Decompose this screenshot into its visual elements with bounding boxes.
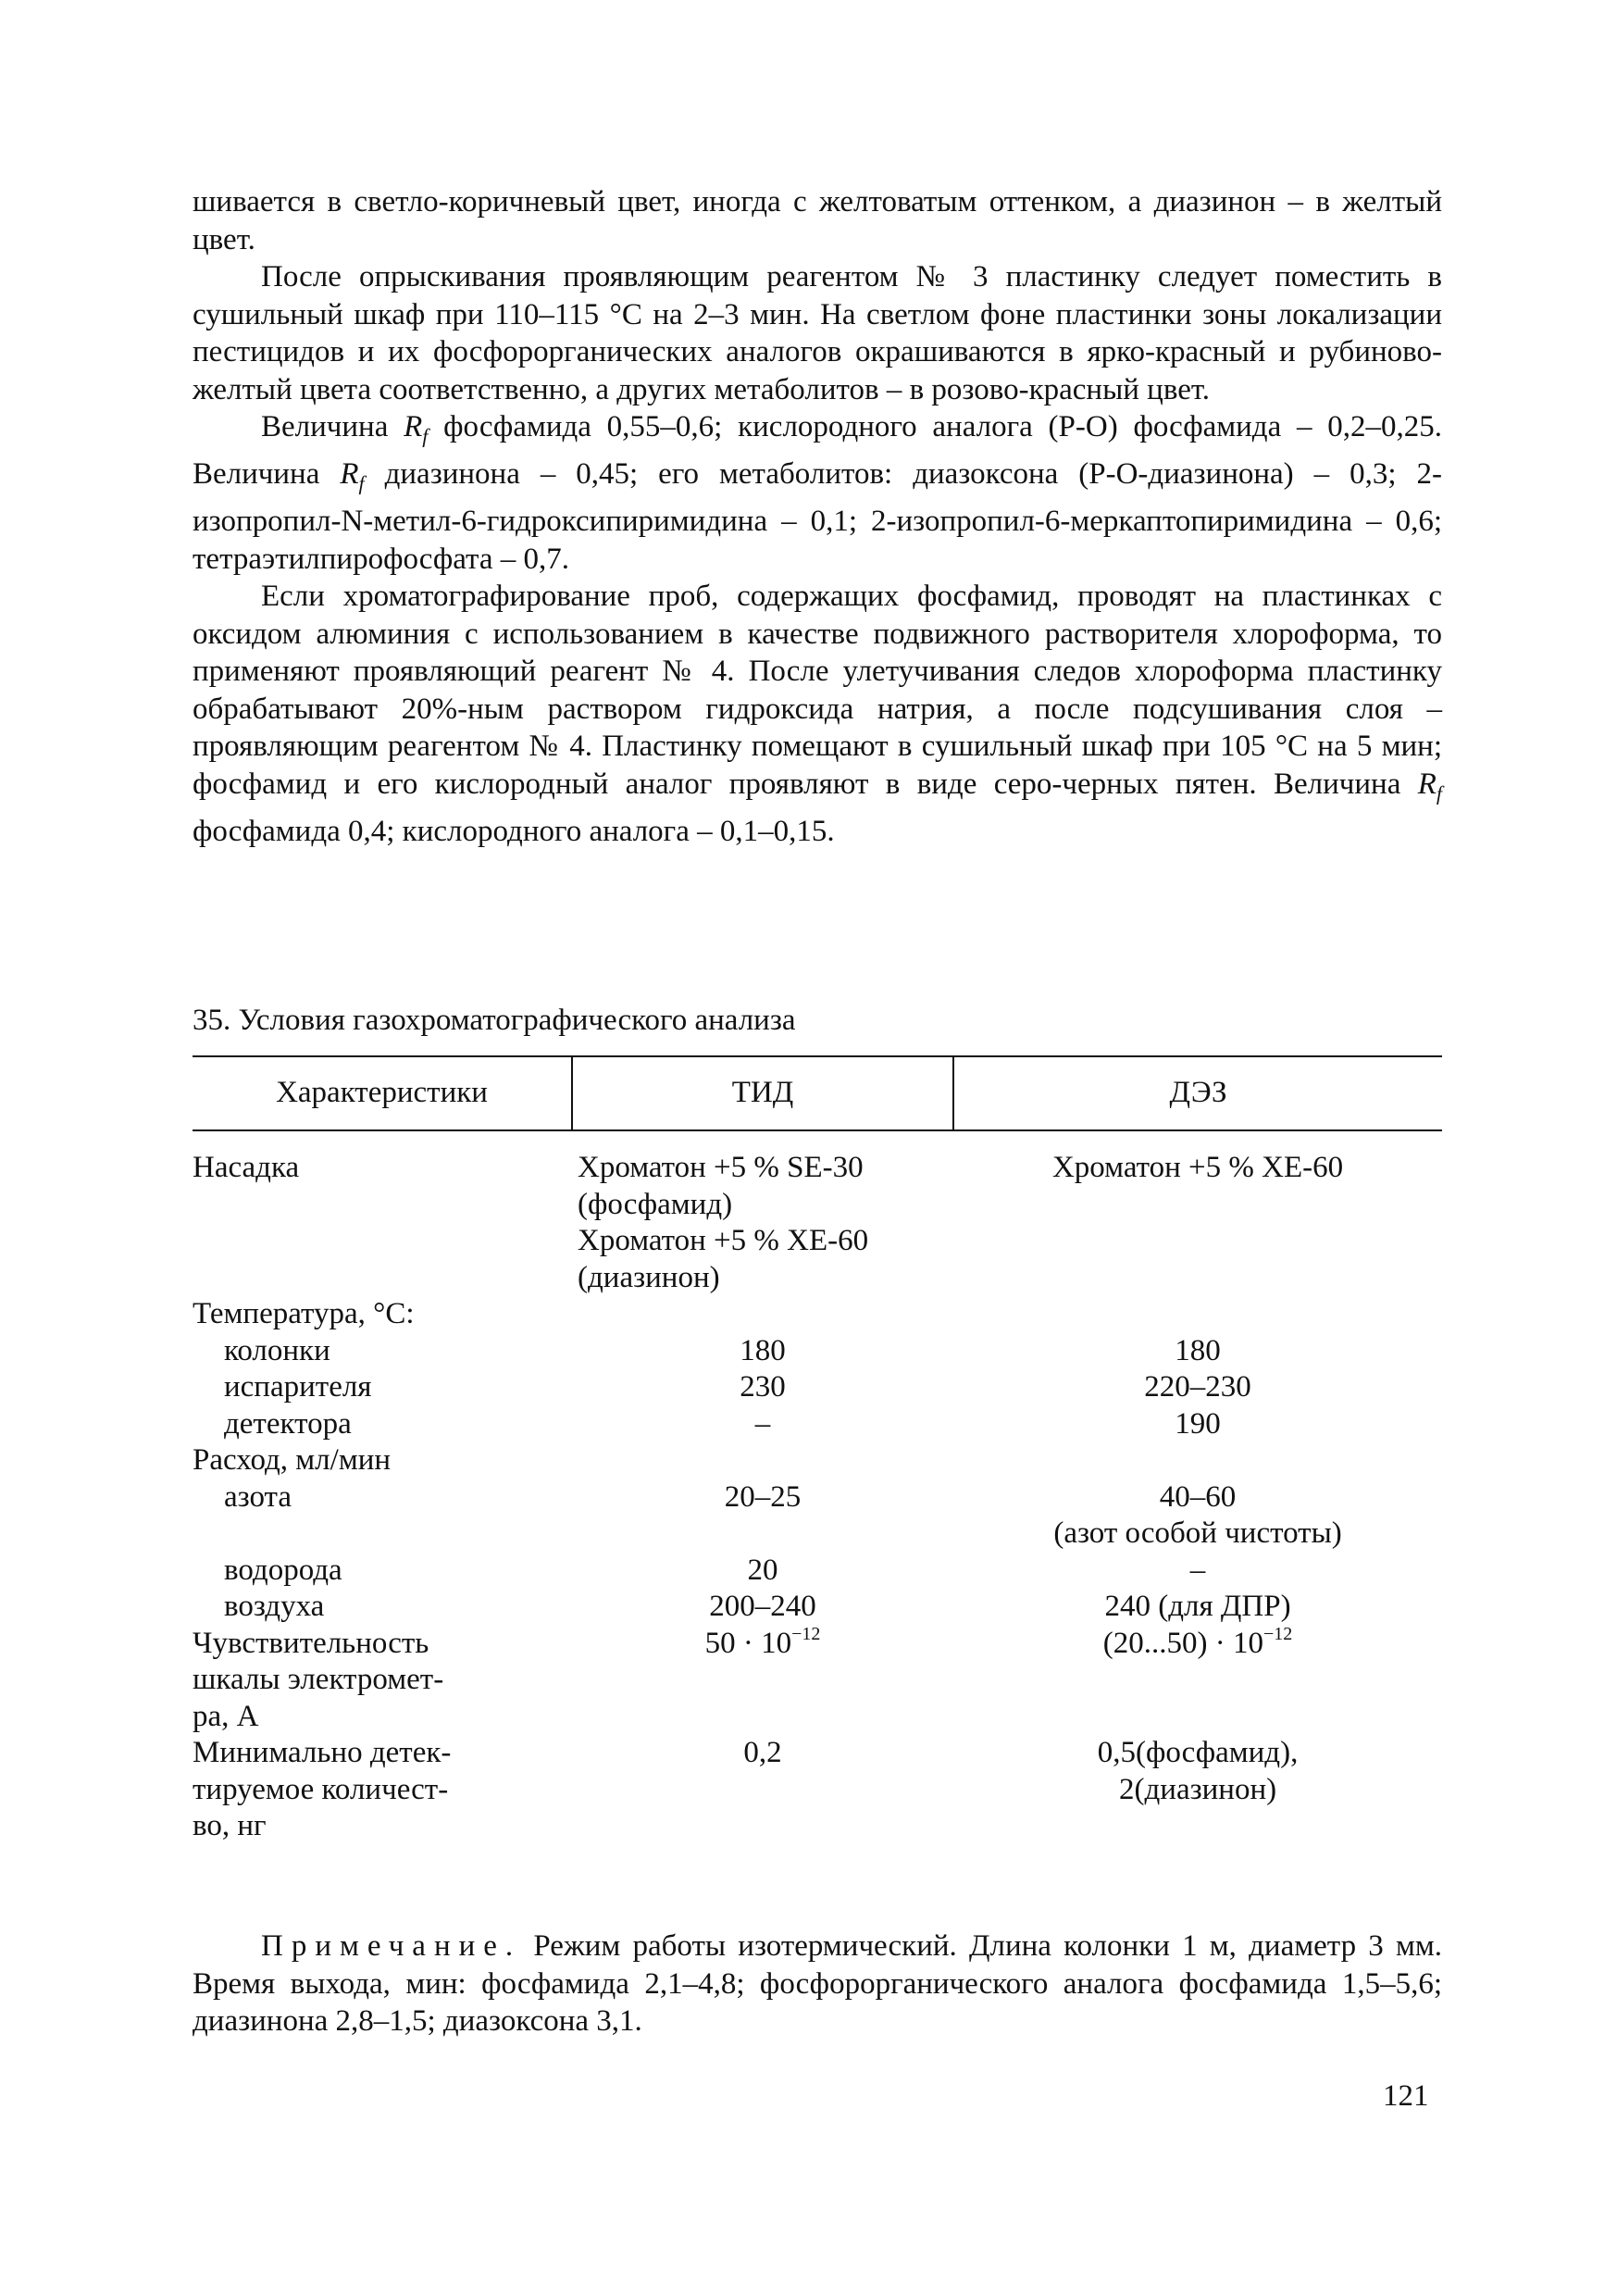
table-row-flow-heading [193,1442,1442,1479]
paragraph-3 [193,408,1442,578]
table-row [193,1589,1442,1626]
table-row [193,1369,1442,1406]
cell-tid: 20 [747,1553,778,1587]
page-number: 121 [1383,2079,1429,2113]
cell-label: Насадка [193,1151,300,1184]
table-row-temperature-heading [193,1296,1442,1333]
body-text [193,183,1442,850]
table-row-min-detectable [193,1735,1442,1845]
cell-label: водорода [224,1553,342,1587]
cell-label: детектора [224,1406,352,1441]
table-row [193,1479,1442,1553]
header-dez: ДЭЗ [953,1056,1442,1130]
paragraph-4-part-b: фосфамида 0,4; кислородного аналога – 0,1–0,15. [193,814,835,848]
cell-dez: $(20...50) \cdot 10^{-12}$ [1102,1623,1293,1660]
cell-label: Температура, °С: [193,1297,415,1330]
cell-tid: $50 \cdot 10^{-12}$ [704,1623,821,1660]
paragraph-3-part-b: фосфамида 0,55–0,6; кислородного аналога (Р-О) фосфамида – 0,2–0,25. Величина [193,410,1442,492]
paragraph-1: шивается в светло-коричневый цвет, иногда с желтоватым оттенком, а диазинон – в желтый цвет. [193,185,1442,256]
cell-dez: 220–230 [1144,1370,1251,1404]
paragraph-3-part-c: диазинона – 0,45; его метаболитов: диазоксона (Р-О-диазинона) – 0,3; 2-изопропил-N-метил-6-гидроксипиримидина – 0,1; 2-изопропил-6-меркаптопиримидина – 0,6; тетраэтилпирофосфата – 0,7. [193,457,1442,576]
note-text: Режим работы изотермический. Длина колонки 1 м, диаметр 3 мм. Время выхода, мин: фосфамида 2,1–4,8; фосфорорганического аналога фосфамида 1,5–5,6; диазинона 2,8–1,5; диазоксона 3,1. [193,1929,1442,2038]
table-row-nasadka [193,1130,1442,1296]
cell-label: испарителя [224,1370,372,1404]
rf-symbol: $R_f$ [404,410,429,448]
cell-label: азота [224,1479,292,1514]
paragraph-4 [193,578,1442,850]
paragraph-3-part-a: Величина [261,410,404,443]
rf-symbol: $R_f$ [340,457,365,495]
cell-tid: 20–25 [724,1479,802,1514]
cell-label: воздуха [224,1590,325,1623]
cell-dez: 180 [1175,1333,1221,1367]
table-header-row [193,1056,1442,1130]
cell-label: Расход, мл/мин [193,1443,392,1477]
paragraph-2: После опрыскивания проявляющим реагентом № 3 пластинку следует поместить в сушильный шкаф при 110–115 °С на 2–3 мин. На светлом фоне пластинки зоны локализации пестицидов и их фосфорорганических аналогов окрашиваются в ярко-красный и рубиново-желтый цвета соответственно, а других метаболитов – в розово-красный цвет. [193,260,1442,406]
note-lead: Примечание. [261,1929,522,1963]
header-characteristics: Характеристики [193,1056,572,1130]
cell-dez: Хроматон +5 % ХЕ-60 [1051,1151,1344,1184]
paragraph-4-part-a: Если хроматографирование проб, содержащих фосфамид, проводят на пластинках с оксидом алюминия с использованием в качестве подвижного растворителя хлороформа, то применяют проявляющий реагент № 4. После улетучивания следов хлороформа пластинку обрабатывают 20%-ным раствором гидроксида натрия, а после подсушивания слоя – проявляющим реагентом № 4. Пластинку помещают в сушильный шкаф при 105 °С на 5 мин; фосфамид и его кислородный аналог проявляют в виде серо-черных пятен. Величина [193,580,1442,801]
cell-tid: 180 [740,1333,786,1367]
table-title: 35. Условия газохроматографического анализа [193,1004,796,1037]
header-tid: ТИД [572,1056,953,1130]
cell-tid: 0,2 [743,1736,782,1769]
cell-dez: 190 [1175,1406,1221,1441]
cell-tid: 200–240 [709,1590,816,1623]
cell-dez: 240 (для ДПР) [1104,1590,1291,1623]
table-row [193,1406,1442,1443]
table-note [193,1928,1442,2040]
cell-tid: 230 [740,1370,786,1404]
cell-tid: – [754,1406,771,1441]
cell-label: колонки [224,1333,330,1367]
table-row [193,1553,1442,1590]
table-row-sensitivity [193,1626,1442,1736]
table-row [193,1333,1442,1370]
rf-symbol: $R_f$ [1417,767,1442,805]
cell-tid: Хроматон +5 % SE-30 (фосфамид) Хроматон +5 % ХЕ-60 (диазинон) [578,1151,869,1294]
gc-conditions-table [193,1055,1442,1845]
cell-dez: 40–60 (азот особой чистоты) [1053,1479,1342,1550]
cell-label: Чувствительность шкалы электромет- ра, А [193,1626,444,1733]
cell-dez: – [1189,1553,1206,1587]
cell-dez: 0,5(фосфамид), 2(диазинон) [1097,1736,1299,1806]
cell-label: Минимально детек- тируемое количест- во, нг [193,1736,452,1842]
